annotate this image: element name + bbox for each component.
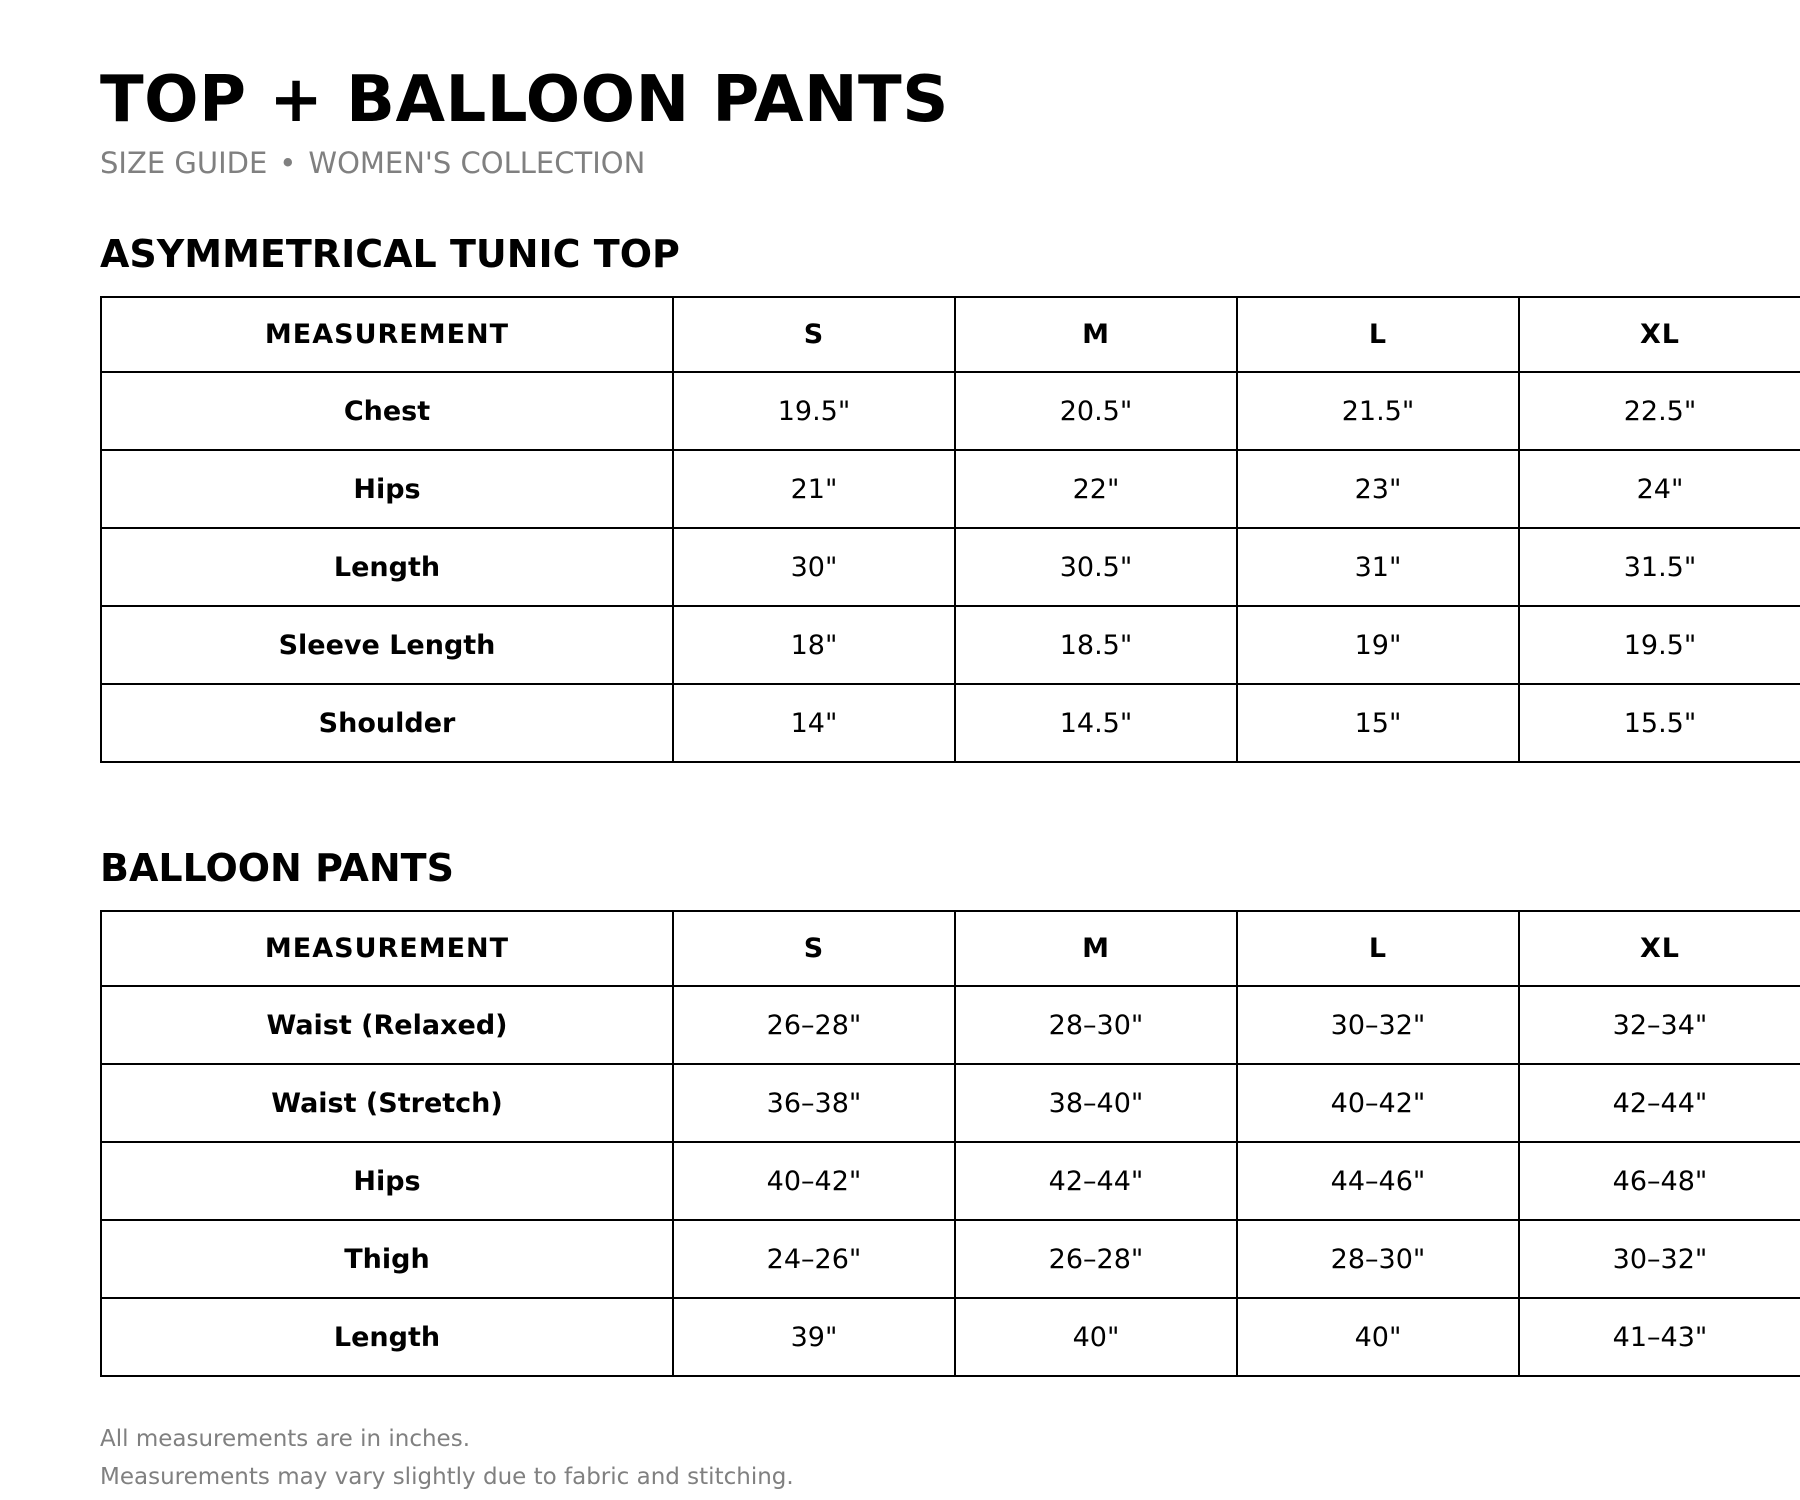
size-value: 19.5" xyxy=(1519,606,1800,684)
header-measurement: MEASUREMENT xyxy=(101,297,673,372)
header-size-l: L xyxy=(1237,297,1519,372)
section-title-tunic-top: ASYMMETRICAL TUNIC TOP xyxy=(100,232,680,276)
size-value: 40–42" xyxy=(1237,1064,1519,1142)
size-value: 23" xyxy=(1237,450,1519,528)
row-label: Chest xyxy=(101,372,673,450)
size-value: 28–30" xyxy=(955,986,1237,1064)
table-row xyxy=(101,684,1800,762)
subtitle-collection: WOMEN'S COLLECTION xyxy=(308,146,646,180)
table-header-row xyxy=(101,297,1800,372)
size-value: 32–34" xyxy=(1519,986,1800,1064)
row-label: Hips xyxy=(101,450,673,528)
footnote-variance: Measurements may vary slightly due to fabric and stitching. xyxy=(100,1464,794,1490)
size-value: 39" xyxy=(673,1298,955,1376)
size-value: 21" xyxy=(673,450,955,528)
page-title: TOP + BALLOON PANTS xyxy=(100,63,949,137)
row-label: Waist (Relaxed) xyxy=(101,986,673,1064)
size-value: 42–44" xyxy=(1519,1064,1800,1142)
size-value: 18" xyxy=(673,606,955,684)
size-value: 31.5" xyxy=(1519,528,1800,606)
header-size-l: L xyxy=(1237,911,1519,986)
table-row xyxy=(101,372,1800,450)
size-value: 41–43" xyxy=(1519,1298,1800,1376)
size-value: 40" xyxy=(1237,1298,1519,1376)
size-value: 24" xyxy=(1519,450,1800,528)
table-row xyxy=(101,528,1800,606)
row-label: Waist (Stretch) xyxy=(101,1064,673,1142)
size-value: 28–30" xyxy=(1237,1220,1519,1298)
table-row xyxy=(101,1064,1800,1142)
size-value: 36–38" xyxy=(673,1064,955,1142)
size-value: 42–44" xyxy=(955,1142,1237,1220)
table-row xyxy=(101,606,1800,684)
tunic-top-size-table xyxy=(100,296,1800,763)
footnote-units: All measurements are in inches. xyxy=(100,1426,470,1452)
size-value: 26–28" xyxy=(673,986,955,1064)
page-subtitle xyxy=(100,144,645,182)
header-size-s: S xyxy=(673,297,955,372)
size-value: 40" xyxy=(955,1298,1237,1376)
size-value: 18.5" xyxy=(955,606,1237,684)
size-value: 31" xyxy=(1237,528,1519,606)
size-value: 40–42" xyxy=(673,1142,955,1220)
row-label: Sleeve Length xyxy=(101,606,673,684)
size-value: 22.5" xyxy=(1519,372,1800,450)
header-measurement: MEASUREMENT xyxy=(101,911,673,986)
header-size-m: M xyxy=(955,911,1237,986)
size-value: 30–32" xyxy=(1237,986,1519,1064)
size-value: 19" xyxy=(1237,606,1519,684)
table-row xyxy=(101,1298,1800,1376)
size-value: 38–40" xyxy=(955,1064,1237,1142)
header-size-m: M xyxy=(955,297,1237,372)
size-value: 15.5" xyxy=(1519,684,1800,762)
size-value: 26–28" xyxy=(955,1220,1237,1298)
section-title-balloon-pants: BALLOON PANTS xyxy=(100,846,454,890)
size-value: 30.5" xyxy=(955,528,1237,606)
size-value: 30" xyxy=(673,528,955,606)
size-value: 24–26" xyxy=(673,1220,955,1298)
row-label: Shoulder xyxy=(101,684,673,762)
size-value: 14" xyxy=(673,684,955,762)
size-value: 46–48" xyxy=(1519,1142,1800,1220)
balloon-pants-size-table xyxy=(100,910,1800,1377)
size-value: 21.5" xyxy=(1237,372,1519,450)
subtitle-size-guide: SIZE GUIDE xyxy=(100,146,268,180)
size-value: 19.5" xyxy=(673,372,955,450)
table-header-row xyxy=(101,911,1800,986)
row-label: Length xyxy=(101,528,673,606)
size-value: 14.5" xyxy=(955,684,1237,762)
table-row xyxy=(101,1220,1800,1298)
row-label: Length xyxy=(101,1298,673,1376)
size-value: 15" xyxy=(1237,684,1519,762)
size-value: 20.5" xyxy=(955,372,1237,450)
row-label: Hips xyxy=(101,1142,673,1220)
row-label: Thigh xyxy=(101,1220,673,1298)
size-value: 30–32" xyxy=(1519,1220,1800,1298)
size-value: 44–46" xyxy=(1237,1142,1519,1220)
table-row xyxy=(101,1142,1800,1220)
size-value: 22" xyxy=(955,450,1237,528)
header-size-xl: XL xyxy=(1519,297,1800,372)
header-size-xl: XL xyxy=(1519,911,1800,986)
header-size-s: S xyxy=(673,911,955,986)
footnotes xyxy=(100,1420,794,1496)
table-row xyxy=(101,986,1800,1064)
table-row xyxy=(101,450,1800,528)
subtitle-separator: • xyxy=(279,146,297,180)
